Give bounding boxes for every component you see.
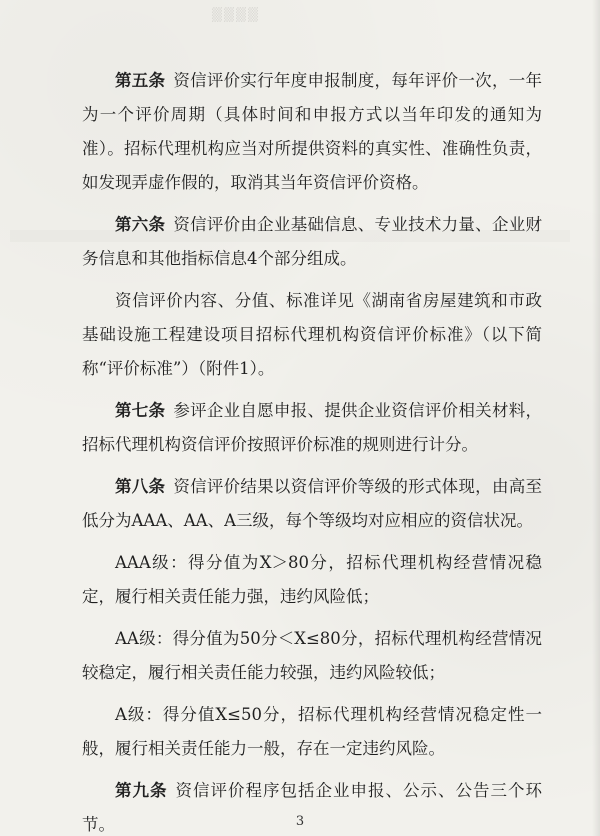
paragraph-text: AAA级：得分值为X＞80分，招标代理机构经营情况稳定，履行相关责任能力强，违约风险低； xyxy=(82,553,542,606)
page-number: 3 xyxy=(295,814,305,829)
paragraph-text: 资信评价程序包括企业申报、公示、公告三个环节。 xyxy=(82,781,542,834)
paragraph-evaluation-detail xyxy=(82,284,542,386)
article-label: 第六条 xyxy=(115,215,166,234)
paragraph-article-5 xyxy=(82,64,542,200)
paragraph-text: 参评企业自愿申报、提供企业资信评价相关材料，招标代理机构资信评价按照评价标准的规则进行计分。 xyxy=(82,401,542,454)
paragraph-aa-level xyxy=(82,622,542,690)
paragraph-text: 资信评价结果以资信评价等级的形式体现，由高至低分为AAA、AA、A三级，每个等级均对应相应的资信状况。 xyxy=(82,477,542,530)
paragraph-text: 资信评价实行年度申报制度，每年评价一次，一年为一个评价周期（具体时间和申报方式以当年印发的通知为准）。招标代理机构应当对所提供资料的真实性、准确性负责，如发现弄虚作假的，取消其当年资信评价资格。 xyxy=(82,71,542,192)
paragraph-article-7 xyxy=(82,394,542,462)
document-body xyxy=(82,64,542,836)
article-label: 第七条 xyxy=(115,401,166,420)
paragraph-a-level xyxy=(82,698,542,766)
article-label: 第九条 xyxy=(115,781,168,800)
bleed-through-mark: ▒▒▒▒ xyxy=(210,8,258,23)
paragraph-article-8 xyxy=(82,470,542,538)
paragraph-aaa-level xyxy=(82,546,542,614)
paragraph-text: 资信评价由企业基础信息、专业技术力量、企业财务信息和其他指标信息4个部分组成。 xyxy=(82,215,542,268)
article-label: 第五条 xyxy=(115,71,166,90)
paragraph-text: AA级：得分值为50分＜X≤80分，招标代理机构经营情况较稳定，履行相关责任能力较强，违约风险较低； xyxy=(82,629,542,682)
paragraph-text: 资信评价内容、分值、标准详见《湖南省房屋建筑和市政基础设施工程建设项目招标代理机构资信评价标准》（以下简称“评价标准”）（附件1）。 xyxy=(82,291,542,378)
article-label: 第八条 xyxy=(115,477,166,496)
paragraph-text: A级：得分值X≤50分，招标代理机构经营情况稳定性一般，履行相关责任能力一般，存在一定违约风险。 xyxy=(82,705,542,758)
page-edge-shadow xyxy=(592,0,600,836)
paragraph-article-6 xyxy=(82,208,542,276)
